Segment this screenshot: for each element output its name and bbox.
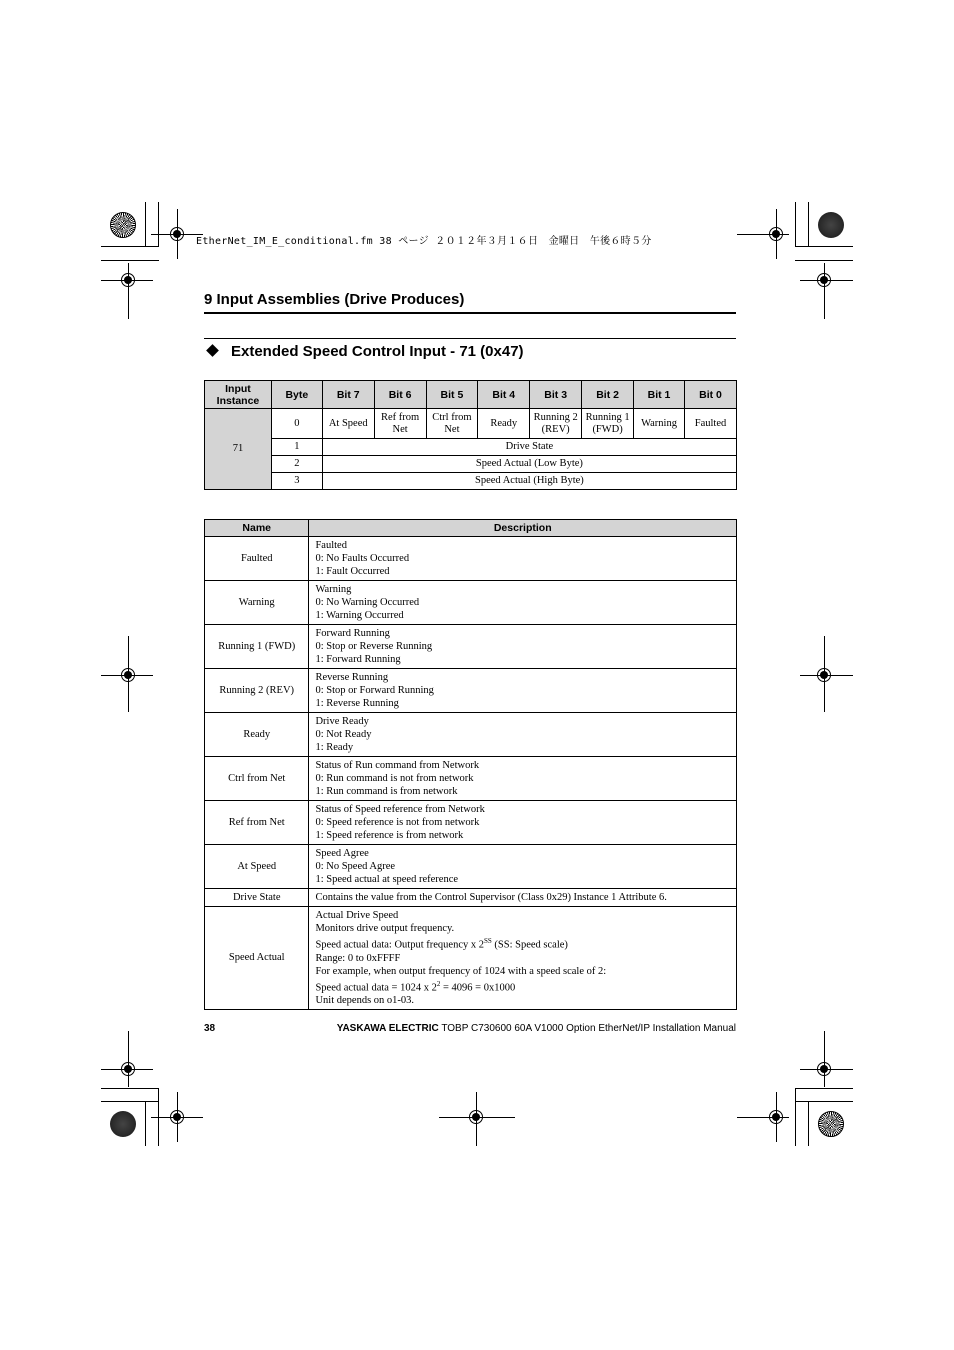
description-line: 1: Fault Occurred: [315, 566, 390, 577]
table-row: [205, 757, 737, 801]
description-line: 0: Run command is not from network: [315, 773, 474, 784]
description-line: Drive Ready: [315, 716, 369, 727]
byte-value-cell: Speed Actual (High Byte): [322, 473, 736, 490]
table-row: [205, 581, 737, 625]
description-line: 1: Speed reference is from network: [315, 830, 464, 841]
table-row: [205, 409, 737, 439]
description-cell: [309, 907, 737, 1010]
table-row: [205, 456, 737, 473]
table-row: [205, 439, 737, 456]
description-cell: [309, 801, 737, 845]
column-header: Bit 4: [478, 381, 530, 409]
name-cell: Warning: [205, 581, 309, 625]
description-line: Actual Drive Speed: [315, 910, 399, 921]
bit-cell: Ctrl from Net: [426, 409, 478, 439]
column-header: Byte: [271, 381, 322, 409]
description-line: 1: Speed actual at speed reference: [315, 874, 459, 885]
table-header-row: [205, 520, 737, 537]
bit-cell: Ref from Net: [374, 409, 426, 439]
description-line: Monitors drive output frequency.: [315, 923, 455, 934]
description-line: Contains the value from the Control Supervisor (Class 0x29) Instance 1 Attribute 6.: [315, 892, 667, 903]
description-line: 0: No Faults Occurred: [315, 553, 410, 564]
column-header: Bit 7: [322, 381, 374, 409]
bit-cell: Ready: [478, 409, 530, 439]
column-header: Bit 5: [426, 381, 478, 409]
description-rows: [205, 537, 737, 907]
description-cell: [309, 669, 737, 713]
column-header: Bit 2: [582, 381, 634, 409]
description-line: 0: Stop or Reverse Running: [315, 641, 433, 652]
name-cell: Ready: [205, 713, 309, 757]
bit-cell: Running 1 (FWD): [582, 409, 634, 439]
column-header: Input Instance: [205, 381, 272, 409]
registration-gray-disc-icon: [110, 1111, 136, 1137]
description-line: For example, when output frequency of 1024 with a speed scale of 2:: [315, 965, 607, 977]
description-line: Warning: [315, 584, 352, 595]
description-line: Range: 0 to 0xFFFF: [315, 952, 401, 964]
description-line: Speed actual data = 1024 x $2^2 = 4096 = 0x1000$: [315, 979, 516, 993]
description-line: 1: Warning Occurred: [315, 610, 404, 621]
description-line: 1: Ready: [315, 742, 354, 753]
description-cell: [309, 625, 737, 669]
footer-title: YASKAWA ELECTRIC TOBP C730600 60A V1000 Option EtherNet/IP Installation Manual: [336, 1023, 736, 1034]
description-line: Faulted: [315, 540, 347, 551]
description-line: Reverse Running: [315, 672, 389, 683]
description-line: 0: No Warning Occurred: [315, 597, 420, 608]
table-row: [205, 713, 737, 757]
bit-cell: Warning: [634, 409, 685, 439]
description-line: Status of Speed reference from Network: [315, 804, 485, 815]
description-cell: [309, 537, 737, 581]
description-line: 1: Forward Running: [315, 654, 401, 665]
description-cell: [309, 845, 737, 889]
name-cell: Speed Actual: [205, 907, 309, 1010]
bit-cell: At Speed: [322, 409, 374, 439]
column-header: Name: [205, 520, 309, 537]
description-line: 0: Not Ready: [315, 729, 372, 740]
description-table: [204, 519, 737, 1010]
name-cell: Ctrl from Net: [205, 757, 309, 801]
description-line: 0: Speed reference is not from network: [315, 817, 480, 828]
description-line: 0: Stop or Forward Running: [315, 685, 434, 696]
subsection-rule: [204, 338, 736, 339]
section-title: 9 Input Assemblies (Drive Produces): [204, 291, 465, 308]
table-row: [205, 625, 737, 669]
bit-cell: Faulted: [684, 409, 736, 439]
column-header: Description: [309, 520, 737, 537]
description-line: 1: Reverse Running: [315, 698, 399, 709]
name-cell: Running 2 (REV): [205, 669, 309, 713]
table-row: [205, 801, 737, 845]
byte-cell: 2: [271, 456, 322, 473]
column-header: Bit 1: [634, 381, 685, 409]
bit-assignment-table: [204, 380, 737, 490]
table-row: [205, 537, 737, 581]
description-cell: [309, 757, 737, 801]
registration-sunburst-icon: [818, 1111, 844, 1137]
name-cell: Faulted: [205, 537, 309, 581]
description-cell: [309, 713, 737, 757]
name-cell: At Speed: [205, 845, 309, 889]
column-header: Bit 0: [684, 381, 736, 409]
column-header: Bit 3: [530, 381, 582, 409]
name-cell: Ref from Net: [205, 801, 309, 845]
table-row: [205, 473, 737, 490]
print-header: EtherNet_IM_E_conditional.fm 38 ページ ２０１２年３月１６日 金曜日 午後６時５分: [196, 236, 652, 247]
subsection-title: Extended Speed Control Input - 71 (0x47): [204, 343, 524, 360]
table-row: [205, 889, 737, 907]
description-cell: [309, 889, 737, 907]
description-line: Speed Agree: [315, 848, 369, 859]
section-rule: [204, 312, 736, 314]
description-line: 1: Run command is from network: [315, 786, 458, 797]
table-row: [205, 669, 737, 713]
registration-sunburst-icon: [110, 212, 136, 238]
table-header-row: [205, 381, 737, 409]
instance-cell: 71: [205, 409, 272, 490]
table-row: [205, 845, 737, 889]
byte-cell: 0: [271, 409, 322, 439]
registration-gray-disc-icon: [818, 212, 844, 238]
name-cell: Drive State: [205, 889, 309, 907]
description-cell: [309, 581, 737, 625]
column-header: Bit 6: [374, 381, 426, 409]
byte-value-cell: Drive State: [322, 439, 736, 456]
name-cell: Running 1 (FWD): [205, 625, 309, 669]
description-line: Unit depends on o1-03.: [315, 995, 415, 1006]
byte-cell: 3: [271, 473, 322, 490]
description-line: Forward Running: [315, 628, 390, 639]
byte-cell: 1: [271, 439, 322, 456]
byte-value-cell: Speed Actual (Low Byte): [322, 456, 736, 473]
diamond-bullet-icon: [206, 344, 219, 357]
description-line: Speed actual data: Output frequency x $2^{SS}$ (SS: Speed scale): [315, 937, 568, 951]
table-row: [205, 907, 737, 1010]
bit-cell: Running 2 (REV): [530, 409, 582, 439]
page-number: 38: [204, 1023, 216, 1034]
description-line: Status of Run command from Network: [315, 760, 480, 771]
description-line: 0: No Speed Agree: [315, 861, 396, 872]
